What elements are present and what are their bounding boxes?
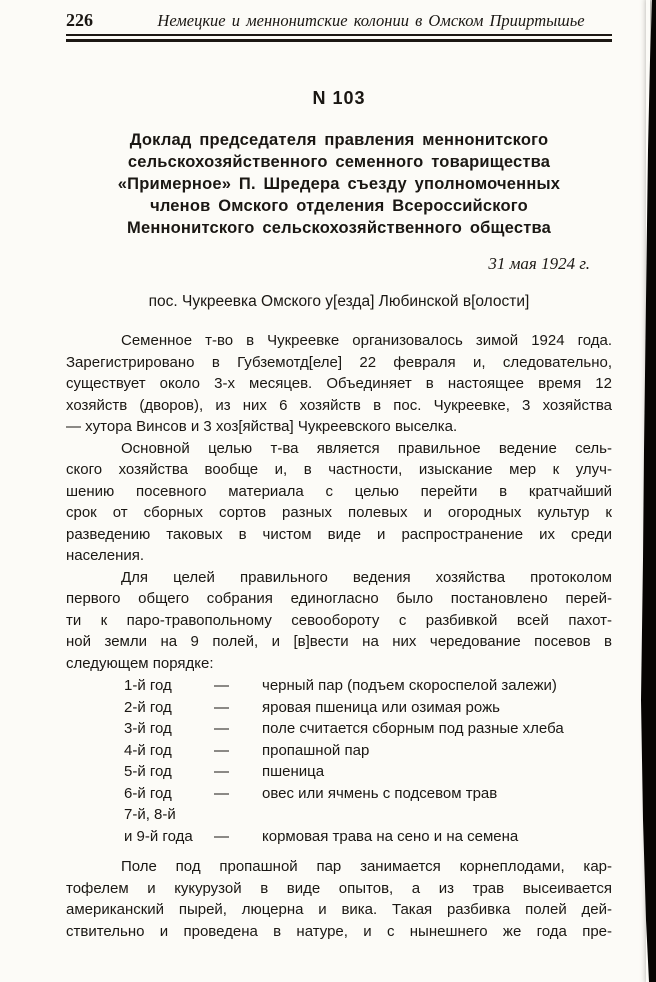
text-line: Для целей правильного ведения хозяйства протоколом: [121, 568, 612, 586]
paragraph-founding: [66, 330, 612, 438]
rotation-row: [66, 761, 612, 783]
document-number: N 103: [312, 88, 366, 108]
text-line: ной земли на 9 полей, и [в]вести на них чередование посевов в: [66, 633, 612, 650]
page-number: 226: [66, 10, 93, 30]
rotation-row: [66, 675, 612, 697]
rotation-crop-text: яровая пшеница или озимая рожь: [262, 698, 500, 716]
text-line: тофелем и кукурузой в виде опытов, а из трав высеивается: [66, 879, 612, 897]
rotation-row: [66, 718, 612, 740]
rotation-crop-text: [262, 804, 612, 826]
paragraph-goal: [66, 438, 612, 567]
rotation-crop-text: пропашной пар: [262, 741, 370, 759]
text-line: Доклад председателя правления меннонитского: [129, 131, 549, 149]
text-line: Семенное т-во в Чукреевке организовалось зимой 1924 года.: [121, 332, 612, 349]
document-title: [66, 129, 612, 239]
rotation-dash: —: [214, 763, 229, 780]
rotation-row: [66, 740, 612, 762]
document-place: пос. Чукреевка Омского у[езда] Любинской в[олости]: [148, 293, 530, 310]
text-line: населения.: [66, 547, 145, 564]
text-line: Зарегистрировано в Губземотд[еле] 22 февраля и, следовательно,: [66, 353, 612, 371]
text-line: хозяйств (дворов), из них 6 хозяйств в пос. Чукреевке, 3 хозяйства: [66, 396, 612, 414]
rotation-crop-text: овес или ячмень с подсевом трав: [262, 784, 498, 802]
rotation-year-label: 2-й год: [124, 698, 172, 716]
text-line: американский пырей, люцерна и вика. Такая разбивка полей дей-: [66, 901, 612, 918]
header-rule: [66, 34, 612, 42]
rotation-crop-text: черный пар (подъем скороспелой залежи): [262, 677, 557, 694]
text-line: ствительно и проведена в натуре, и с нынешнего же года пре-: [66, 922, 612, 940]
rotation-year-label: 1-й год: [124, 677, 172, 694]
text-line: Основной целью т-ва является правильное ведение сель-: [121, 439, 612, 457]
text-line: существует около 3-х месяцев. Объединяет в настоящее время 12: [66, 375, 612, 392]
text-line: срок от сборных сортов разных полевых и огородных культур к: [66, 504, 612, 521]
running-header-title: Немецкие и меннонитские колонии в Омском Прииртышье: [157, 11, 585, 30]
text-line: членов Омского отделения Всероссийского: [150, 197, 528, 215]
rotation-row: [66, 826, 612, 848]
rotation-dash: [214, 804, 262, 826]
text-line: — хутора Винсов и 3 хоз[яйства] Чукреевского выселка.: [66, 418, 458, 435]
running-header: [66, 10, 612, 31]
rotation-year-label: 6-й год: [124, 784, 172, 802]
paragraph-fields: [66, 856, 612, 942]
text-line: сельскохозяйственного семенного товарищества: [127, 153, 551, 171]
paragraph-resolution: [66, 567, 612, 675]
rotation-dash: —: [214, 698, 229, 716]
rotation-dash: —: [214, 784, 229, 802]
crop-rotation-list: [66, 675, 612, 847]
rotation-row: [66, 804, 612, 826]
rotation-crop-text: кормовая трава на сено и на семена: [262, 827, 519, 845]
text-line: ского хозяйства вообще и, в частности, изыскание мер к улуч-: [66, 461, 612, 478]
text-line: ти к паро-травопольному севообороту с разбивкой всей пахот-: [66, 611, 612, 629]
text-line: «Примерное» П. Шредера съезду уполномоченных: [117, 175, 561, 193]
text-line: разведению таковых в чистом виде и распространение их среди: [66, 525, 612, 543]
rotation-row: [66, 697, 612, 719]
document-date: 31 мая 1924 г.: [488, 254, 590, 273]
rotation-year-label: 4-й год: [124, 741, 172, 759]
text-line: первого общего собрания единогласно было постановлено перей-: [66, 590, 612, 607]
rotation-year-label: 3-й год: [124, 720, 172, 737]
rotation-year-label: и 9-й года: [124, 827, 193, 845]
text-line: Поле под пропашной пар занимается корнеплодами, кар-: [121, 858, 612, 875]
rotation-dash: —: [214, 827, 229, 845]
text-line: шению посевного материала с целью перейти в кратчайший: [66, 482, 612, 500]
rotation-dash: —: [214, 720, 229, 737]
text-line: Меннонитского сельскохозяйственного общества: [127, 219, 551, 237]
rotation-crop-text: пшеница: [262, 763, 325, 780]
rotation-year-label: 5-й год: [124, 763, 172, 780]
rotation-year-label: 7-й, 8-й: [124, 806, 176, 823]
rotation-row: [66, 783, 612, 805]
rotation-dash: —: [214, 677, 229, 694]
text-line: следующем порядке:: [66, 654, 214, 672]
rotation-crop-text: поле считается сборным под разные хлеба: [262, 720, 564, 737]
rotation-dash: —: [214, 741, 229, 759]
